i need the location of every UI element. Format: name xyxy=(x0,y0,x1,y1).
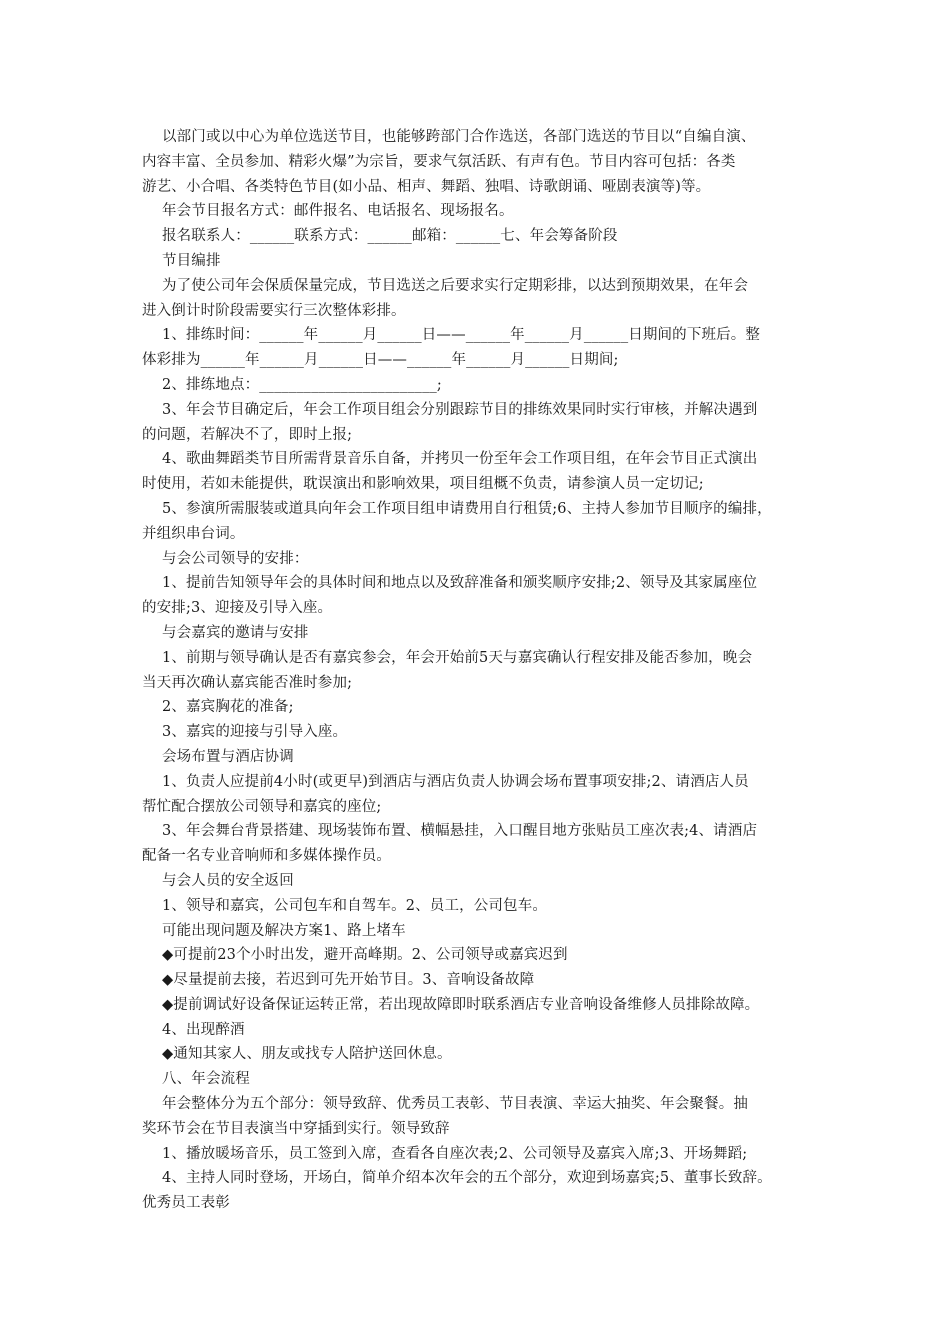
document-body xyxy=(142,125,822,1216)
text-line: 优秀员工表彰 xyxy=(142,1195,230,1212)
text-line: 的问题，若解决不了，即时上报; xyxy=(142,426,353,443)
text-line: 配备一名专业音响师和多媒体操作员。 xyxy=(142,848,392,865)
text-line: 游艺、小合唱、各类特色节目(如小品、相声、舞蹈、独唱、诗歌朗诵、哑剧表演等)等。 xyxy=(142,178,711,195)
text-line: 节目编排 xyxy=(162,252,221,269)
text-line: ◆通知其家人、朋友或找专人陪护送回休息。 xyxy=(162,1046,452,1063)
text-line: 内容丰富、全员参加、精彩火爆”为宗旨，要求气氛活跃、有声有色。节目内容可包括：各类 xyxy=(142,153,736,170)
text-line: 当天再次确认嘉宾能否准时参加; xyxy=(142,674,353,691)
text-line: ◆尽量提前去接，若迟到可先开始节目。3、音响设备故障 xyxy=(162,972,535,989)
text-line: 4、出现醉酒 xyxy=(162,1021,245,1038)
text-line: 1、排练时间：______年______月______日——______年______月______日期间的下班后。整 xyxy=(162,327,761,344)
text-line: 体彩排为______年______月______日——______年______月______日期间; xyxy=(142,352,619,369)
text-line: 的安排;3、迎接及引导入座。 xyxy=(142,600,333,617)
text-line: 年会整体分为五个部分：领导致辞、优秀员工表彰、节目表演、幸运大抽奖、年会聚餐。抽 xyxy=(162,1096,748,1113)
text-line: 1、领导和嘉宾，公司包车和自驾车。2、员工，公司包车。 xyxy=(162,897,547,914)
text-line: 报名联系人：______联系方式：______邮箱：______七、年会筹备阶段 xyxy=(162,228,618,245)
text-line: 与会人员的安全返回 xyxy=(162,872,294,889)
text-line: 2、嘉宾胸花的准备; xyxy=(162,699,294,716)
text-line: 1、负责人应提前4小时(或更早)到酒店与酒店负责人协调会场布置事项安排;2、请酒店人员 xyxy=(162,773,749,790)
text-line: 奖环节会在节目表演当中穿插到实行。领导致辞 xyxy=(142,1120,450,1137)
text-line: 与会公司领导的安排： xyxy=(162,550,309,567)
text-line: 4、主持人同时登场，开场白，简单介绍本次年会的五个部分，欢迎到场嘉宾;5、董事长致辞。 xyxy=(162,1170,772,1187)
text-line: 年会节目报名方式：邮件报名、电话报名、现场报名。 xyxy=(162,203,514,220)
text-line: 3、年会舞台背景搭建、现场装饰布置、横幅悬挂，入口醒目地方张贴员工座次表;4、请酒店 xyxy=(162,823,758,840)
text-line: 1、提前告知领导年会的具体时间和地点以及致辞准备和颁奖顺序安排;2、领导及其家属座位 xyxy=(162,575,758,592)
text-line: ◆提前调试好设备保证运转正常，若出现故障即时联系酒店专业音响设备维修人员排除故障。 xyxy=(162,996,760,1013)
text-line: 可能出现问题及解决方案1、路上堵车 xyxy=(162,922,406,939)
text-line: 帮忙配合摆放公司领导和嘉宾的座位; xyxy=(142,798,382,815)
text-line: 3、年会节目确定后，年会工作项目组会分别跟踪节目的排练效果同时实行审核，并解决遇到 xyxy=(162,401,758,418)
text-line: 4、歌曲舞蹈类节目所需背景音乐自备，并拷贝一份至年会工作项目组，在年会节目正式演出 xyxy=(162,451,758,468)
text-line: 时使用，若如未能提供，耽误演出和影响效果，项目组概不负责，请参演人员一定切记; xyxy=(142,476,704,493)
text-line: ◆可提前23个小时出发，避开高峰期。2、公司领导或嘉宾迟到 xyxy=(162,947,568,964)
text-line: 3、嘉宾的迎接与引导入座。 xyxy=(162,724,348,741)
text-line: 1、播放暖场音乐，员工签到入席，查看各自座次表;2、公司领导及嘉宾入席;3、开场舞蹈; xyxy=(162,1145,748,1162)
text-line: 以部门或以中心为单位选送节目，也能够跨部门合作选送，各部门选送的节目以“自编自演、 xyxy=(162,129,756,145)
text-line: 会场布置与酒店协调 xyxy=(162,748,294,765)
text-line: 2、排练地点：________________________; xyxy=(162,376,442,393)
text-line: 为了使公司年会保质保量完成，节目选送之后要求实行定期彩排，以达到预期效果，在年会 xyxy=(162,277,748,294)
text-line: 进入倒计时阶段需要实行三次整体彩排。 xyxy=(142,302,406,319)
text-line: 1、前期与领导确认是否有嘉宾参会，年会开始前5天与嘉宾确认行程安排及能否参加，晚会 xyxy=(162,649,753,666)
text-line: 5、参演所需服装或道具向年会工作项目组申请费用自行租赁;6、主持人参加节目顺序的编排， xyxy=(162,500,772,517)
text-line: 并组织串台词。 xyxy=(142,525,245,542)
text-line: 八、年会流程 xyxy=(162,1071,250,1088)
text-line: 与会嘉宾的邀请与安排 xyxy=(162,624,309,641)
